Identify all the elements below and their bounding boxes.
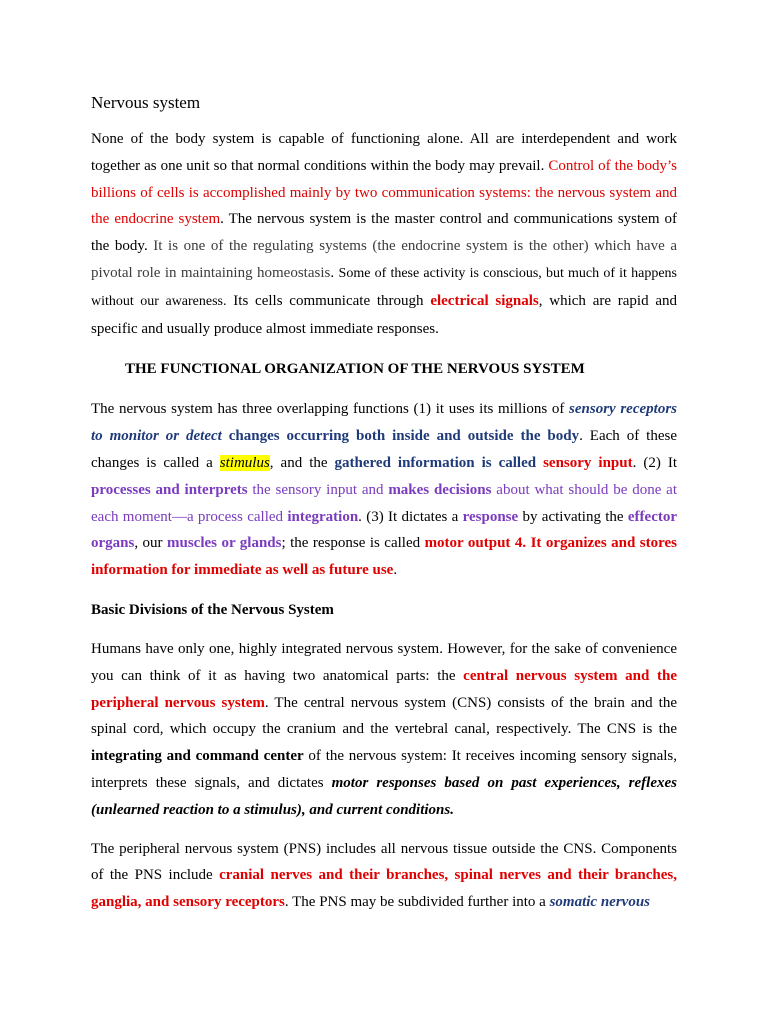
text-run-purple-bold: integration — [287, 508, 359, 525]
text-run-red: Control of the body’s billions of cells is accomplished mainly by two communication systems: the nervous system and the endocrine system — [91, 157, 677, 228]
document-body — [91, 90, 677, 916]
text-run-red-bold: electrical signals — [430, 292, 539, 309]
text-run: Humans have only one, highly integrated nervous system. However, for the sake of convenience you can think of it as having two anatomical parts: the — [91, 640, 677, 684]
text-run-purple: about what should be done at each moment—a process called — [91, 481, 678, 525]
text-run-bold: integrating and command center — [91, 748, 304, 765]
text-run: . — [393, 562, 398, 579]
page-title: Nervous system — [91, 93, 201, 112]
highlighted-term: stimulus — [219, 454, 270, 471]
text-run-small: Some of these activity is conscious, but much of it happens without our awareness. — [91, 265, 678, 309]
text-run-red-bold: motor output 4. It organizes and stores information for immediate as well as future use — [91, 535, 677, 579]
text-run-navy-bold: changes occurring both inside and outside the body — [221, 428, 580, 445]
text-run: . (2) It — [632, 454, 678, 471]
text-run-navy-bold: gathered information is called — [334, 454, 537, 471]
text-run: . (3) It dictates a — [358, 508, 463, 525]
text-run-purple-bold: effector organs — [91, 508, 678, 552]
text-run: ; the response is called — [281, 535, 425, 552]
text-run-navy-bold-italic: sensory receptors to monitor or detect — [91, 401, 677, 445]
text-run: Its cells communicate through — [226, 292, 431, 309]
text-run: , and the — [269, 454, 335, 471]
text-run: None of the body system is capable of functioning alone. All are interdependent and work together as one unit so that normal conditions within the body may prevail. — [91, 131, 677, 174]
text-run: , our — [134, 535, 167, 552]
functions-paragraph — [91, 396, 677, 584]
text-run-navy-bold-italic: somatic nervous — [549, 894, 651, 911]
text-run-red-bold: central nervous system and the peripheral nervous system — [91, 667, 677, 711]
text-run: . Each of these changes is called a — [91, 428, 677, 471]
text-run: , which are rapid and specific and usually produce almost immediate responses. — [91, 292, 678, 337]
text-run: . — [330, 264, 339, 281]
text-run: The nervous system has three overlapping functions (1) it uses its millions of — [91, 401, 570, 418]
text-run-purple: the sensory input and — [247, 481, 389, 498]
divisions-paragraph — [91, 636, 677, 824]
text-run-gray: It is one of the regulating systems (the endocrine system is the other) which have a pivotal role in maintaining homeostasis — [91, 238, 677, 281]
text-run: . The central nervous system (CNS) consists of the brain and the spinal cord, which occupy the cranium and the vertebral canal, respectively. The CNS is the — [91, 694, 678, 738]
text-run-purple-bold: response — [462, 508, 519, 525]
text-run: The peripheral nervous system (PNS) includes all nervous tissue outside the CNS. Components of the PNS include — [91, 840, 677, 884]
text-run: . The PNS may be subdivided further into a — [284, 894, 550, 911]
section-title: THE FUNCTIONAL ORGANIZATION OF THE NERVOUS SYSTEM — [125, 361, 585, 378]
intro-paragraph — [91, 126, 677, 342]
text-run-purple-bold: makes decisions — [388, 481, 492, 498]
text-run-purple-bold: muscles or glands — [167, 535, 282, 552]
subheading: Basic Divisions of the Nervous System — [91, 601, 334, 618]
text-run: by activating the — [518, 508, 628, 525]
text-run-purple-bold: processes and interprets — [91, 481, 248, 498]
text-run-red-bold: cranial nerves and their branches, spinal nerves and their branches, ganglia, and sensory receptors — [91, 867, 677, 911]
text-run-bold-italic: motor responses based on past experiences, reflexes (unlearned reaction to a stimulus), and current conditions. — [91, 774, 677, 818]
pns-paragraph — [91, 836, 677, 916]
text-run-red-bold: sensory input — [543, 454, 633, 471]
text-run: . The nervous system is the master control and communications system of the body. — [91, 211, 677, 255]
text-run: of the nervous system: It receives incoming sensory signals, interprets these signals, and dictates — [91, 748, 677, 791]
